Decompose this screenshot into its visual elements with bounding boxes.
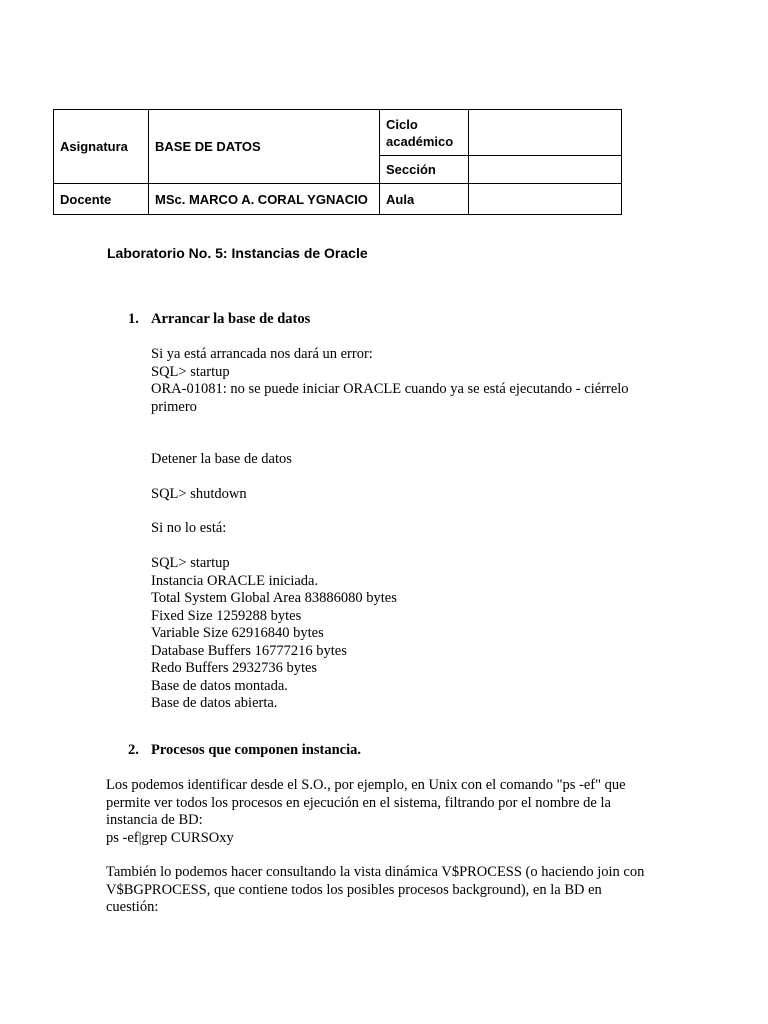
si-no-text: Si no lo está: xyxy=(151,520,227,536)
startup-output-line: Variable Size 62916840 bytes xyxy=(151,625,324,641)
section1-line: Si ya está arrancada nos dará un error: xyxy=(151,346,373,362)
section2-number: 2. xyxy=(128,742,139,758)
seccion-label: Sección xyxy=(380,156,469,184)
startup-output-line: Instancia ORACLE iniciada. xyxy=(151,572,319,589)
startup-output-line: Base de datos abierta. xyxy=(151,695,278,711)
startup-output-line: Redo Buffers 2932736 bytes xyxy=(151,660,318,676)
shutdown-command: SQL> shutdown xyxy=(151,486,247,502)
section1-line: SQL> startup xyxy=(151,363,230,380)
aula-label: Aula xyxy=(380,184,469,215)
ciclo-label: Ciclo académico xyxy=(380,110,469,156)
startup-output-line: Base de datos montada. xyxy=(151,677,288,694)
section2-para1-line: instancia de BD: xyxy=(106,812,203,828)
ciclo-value xyxy=(469,110,622,156)
docente-label: Docente xyxy=(54,184,149,215)
section2-para2-line: También lo podemos hacer consultando la vista dinámica V$PROCESS (o haciendo join con xyxy=(106,864,645,880)
asignatura-label: Asignatura xyxy=(54,110,149,184)
section1-line: ORA-01081: no se puede iniciar ORACLE cuando ya se está ejecutando - ciérrelo xyxy=(151,381,629,397)
section2-para2-line: V$BGPROCESS, que contiene todos los posibles procesos background), en la BD en xyxy=(106,881,602,898)
startup-output-line: Database Buffers 16777216 bytes xyxy=(151,642,347,659)
seccion-value xyxy=(469,156,622,184)
header-table xyxy=(53,109,622,215)
startup-output-line: Fixed Size 1259288 bytes xyxy=(151,607,302,624)
section2-title: Procesos que componen instancia. xyxy=(151,742,361,758)
asignatura-value: BASE DE DATOS xyxy=(149,110,380,184)
section1-title: Arrancar la base de datos xyxy=(151,311,311,327)
startup-output-line: Total System Global Area 83886080 bytes xyxy=(151,590,397,606)
detener-text: Detener la base de datos xyxy=(151,451,292,467)
startup-output-line: SQL> startup xyxy=(151,555,230,571)
docente-value: MSc. MARCO A. CORAL YGNACIO xyxy=(149,184,380,215)
section1-line: primero xyxy=(151,398,197,415)
section2-para1-line: ps -ef|grep CURSOxy xyxy=(106,829,234,846)
section2-para1-line: permite ver todos los procesos en ejecución en el sistema, filtrando por el nombre de la xyxy=(106,794,611,811)
section1-number: 1. xyxy=(128,311,139,327)
section2-para1-line: Los podemos identificar desde el S.O., por ejemplo, en Unix con el comando "ps -ef" que xyxy=(106,777,626,793)
section2-para2-line: cuestión: xyxy=(106,899,159,915)
lab-title: Laboratorio No. 5: Instancias de Oracle xyxy=(107,245,368,261)
aula-value xyxy=(469,184,622,215)
